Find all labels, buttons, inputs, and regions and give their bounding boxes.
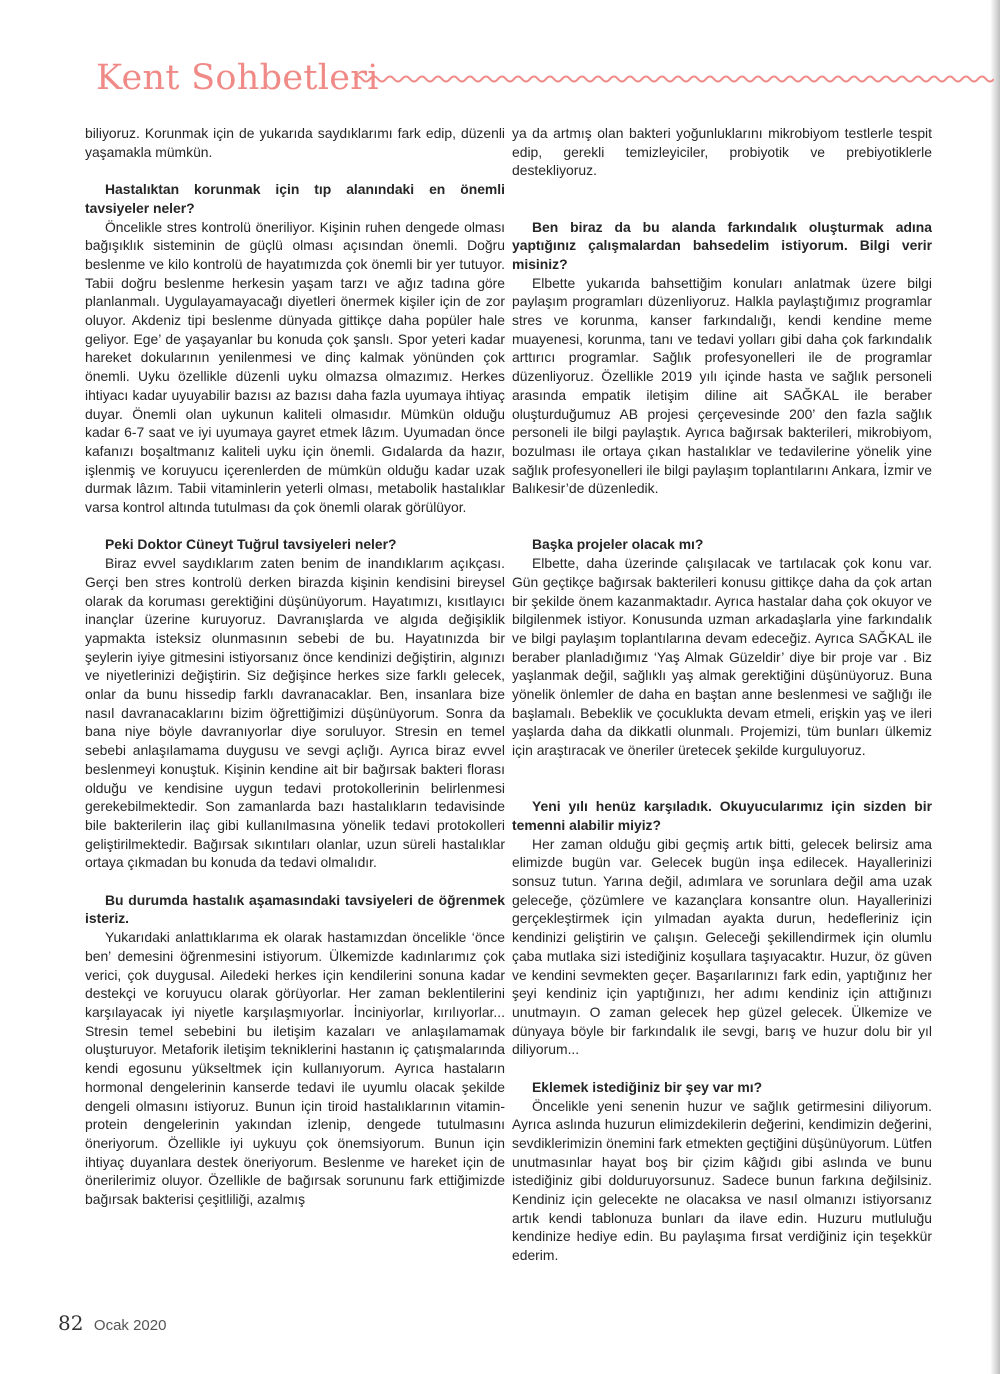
body-paragraph: Öncelikle stres kontrolü öneriliyor. Kişinin ruhen dengede olması bağışıklık sisteminin de güçlü olması açısından önemli. Doğru beslenme ve kilo kontrolü de hayatımızda çok önemli bir yer tutuyor. Tabii doğru beslenme herkesin yaşam tarzı ve ağız tadına göre planlanmalı. Uygulayamayacağı diyetleri önermek kişiler için de zor oluyor. Akdeniz tipi beslenme dünyada gittikçe daha popüler hale geliyor. Ege’ de yaşayanlar bu konuda çok şanslı. Spor yeteri kadar hareket dokularının yenilenmesi ve dinç kalmak yönünden çok önemli. Uyku özellikle düzenli uyku olmazsa olmazımız. Herkes ihtiyacı kadar uyuyabilir bazısı az bazısı daha fazla uyumaya ihtiyaç duyar. Önemli olan uykunun kaliteli olmasıdır. Mümkün olduğu kadar 6-7 saat ve iyi uyumaya gayret etmek lâzım. Uyumadan önce kafanızı boşaltmanız kaliteli uyku için önemli. Gıdalarda da hazır, işlenmiş ve koruyucu içerenlerden de mümkün olduğu kadar uzak durmak lâzım. Tabii vitaminlerin yeterli olması, metabolik hastalıklar varsa kontrol altında tutulması da çok önemli olarak görülüyor. <box>85 218 505 516</box>
article-column-left <box>85 124 505 1209</box>
body-paragraph: biliyoruz. Korunmak için de yukarıda saydıklarımı fark edip, düzenli yaşamakla mümkün. <box>85 125 505 160</box>
issue-date: Ocak 2020 <box>93 1317 167 1334</box>
section-title: Kent Sohbetleri <box>96 58 379 98</box>
page-footer <box>58 1311 166 1335</box>
body-paragraph: Yukarıdaki anlattıklarıma ek olarak hastamızdan öncelikle ‘önce ben’ demesini öğrenmesini istiyorum. Ülkemizde kadınlarımız çok verici, çok duygusal. Ailedeki herkes için kendilerini sonuna kadar destekçi ve koruyucu olarak görüyorlar. Her zaman beklentilerini karşılayacak iyi niyetle karşılaşmıyorlar. İnciniyorlar, kırılıyorlar... Stresin temel sebebini bu iletişim kazaları ve anlaşılamamak oluşturuyor. Metaforik iletişim tekniklerini hastanın iç çatışmalarında kendi egosunu yükseltmek için kullanıyorum. Ayrıca hastaların hormonal dengelerinin kanserde tedavi ile uyumlu olacak şekilde dengeli olmasını istiyoruz. Bunun için tiroid hastalıklarının vitamin- protein dengelerinin yakından izlenip, dengede tutulmasını öneriyorum. Özellikle iyi uykuyu çok önemsiyorum. Bunun için ihtiyaç duyanlara destek öneriyorum. Beslenme ve hareket için de önerilerimiz oluyor. Özellikle de bağırsak sorununu fark ettiğimizde bağırsak bakterisi çeşitliliği, azalmış <box>85 929 505 1208</box>
section-header <box>96 58 996 108</box>
paragraph-spacer <box>512 1059 932 1078</box>
paragraph-spacer <box>512 498 932 535</box>
article-column-right <box>512 124 932 1265</box>
paragraph-spacer <box>512 760 932 797</box>
body-paragraph: Her zaman olduğu gibi geçmiş artık bitti, gelecek belirsiz ama elimizde bugün var. Gelecek bugün inşa edilecek. Hayallerinizi sonsuz tutun. Yarına değil, adımlara ve sorunlara değil ama uzak geleceğe, çözümlere ve kazançlara konsantre olun. Hayallerinizi gerçekleştirmek için yılmadan ayakta durun, hedefleriniz için kendinizi geliştirin ve çalışın. Geleceği şekillendirmek için olumlu çaba mutlaka sizi istediğiniz koşullara taşıyacaktır. Huzur, öz güven ve kendini sevmekten geçer. Başarılarınızı fark edin, yaptığınız her şeyi kendiniz için yaptığınızı, her adımı kendiniz için attığınızı unutmayın. O zaman gelecek hep güzel gelecek. Ülkemize ve dünyaya böyle bir farkındalık ile sevgi, barış ve huzur dolu bir yıl diliyorum... <box>512 835 932 1058</box>
body-paragraph: Öncelikle yeni senenin huzur ve sağlık getirmesini diliyorum. Ayrıca aslında huzurun elimizdekilerin değerini, kendimizin değerini, sevdiklerimizin önemini fark etmekten geçtiğini düşünüyorum. Lütfen unutmasınlar hayat boş bir çizim kâğıdı gibi aslında ve bunu istediğiniz gibi dolduruyorsunuz. Sadece bunun farkına değilsiniz. Kendiniz için gelecekte ne olacaksa ve nasıl olmanızı istiyorsanız artık kendi tablonuza bunları da ilave edin. Huzuru mutluluğu kendinize hediye edin. Bu paylaşıma fırsat verdiğiniz için teşekkür ederim. <box>512 1097 933 1264</box>
paragraph-spacer <box>512 180 932 217</box>
interview-question: Eklemek istediğiniz bir şey var mı? <box>532 1078 763 1095</box>
interview-question: Peki Doktor Cüneyt Tuğrul tavsiyeleri neler? <box>105 536 397 553</box>
paragraph-spacer <box>85 517 505 536</box>
interview-question: Ben biraz da bu alanda farkındalık oluşturmak adına yaptığınız çalışmalardan bahsedelim istiyorum. Bilgi verir misiniz? <box>512 218 932 272</box>
body-paragraph: Biraz evvel saydıklarım zaten benim de inandıklarım açıkçası. Gerçi ben stres kontrolü derken birazda kişinin kendisini bireysel olarak da koruması gerektiğini düşünüyorum. Hayatımızı, kısıtlayıcı inançlar üzerine kuruyoruz. Davranışlarda ve algıda değişiklik yapmakta isteksiz olunmasının sebebi de bu. Hayatınızda bir şeylerin iyiye gitmesini istiyorsanız önce kendinizi değiştirin, algınızı ve niyetlerinizi değiştirin. Siz değişince herkes size farklı gelecek, onlar da bunu hissedip farklı davranacaklar. Ben, insanlara bize nasıl davranacaklarını bizim öğrettiğimizi düşünüyorum. Sonra da bana niye böyle davranıyorlar diye soruluyor. Stresin en temel sebebi anlaşılamama duygusu ve sevgi açlığı. Ayrıca biraz evvel beslenmeyi konuştuk. Kişinin kendine ait bir bağırsak bakteri florası olduğu ve kendisine uygun tedavi protokollerinin belirlenmesi gerekebilmektedir. Son zamanlarda bazı hastalıkların tedavisinde bile bakterilerin ilaç gibi kullanılmasına yönelik tedavi protokolleri geliştirilmektedir. Bağırsak sıkıntıları olanlar, uzun süreli hastalıklar ortaya çıkmadan bu konuda da tedavi olmalıdır. <box>85 555 505 871</box>
body-paragraph: Elbette, daha üzerinde çalışılacak ve tartılacak çok konu var. Gün geçtikçe bağırsak bakterileri konusu gittikçe daha da çok artan bir şekilde önem kazanmaktadır. Ayrıca hastalar daha çok okuyor ve bilgilenmek istiyor. Konusunda uzman arkadaşlarla yine farkındalık ve bilgi paylaşım toplantılarına devam edeceğiz. Ayrıca SAĞKAL ile beraber planladığımız ‘Yaş Almak Güzeldir’ diye bir proje var . Biz yaşlanmak değil, sağlıklı yaş almak gerektiğini düşünüyoruz. Buna yönelik önlemler de daha en baştan anne beslenmesi ve sağlığı ile başlamalı. Bebeklik ve çocuklukta devam etmeli, erişkin yaş ve ileri yaşlarda daha da dikkatli olunmalı. Projemizi, tüm bunları ülkemiz için araştıracak ve öneriler üretecek şekilde kurguluyoruz. <box>512 555 932 759</box>
interview-question: Bu durumda hastalık aşamasındaki tavsiyeleri de öğrenmek isteriz. <box>85 891 505 927</box>
paragraph-spacer <box>85 872 505 891</box>
interview-question: Başka projeler olacak mı? <box>532 536 704 553</box>
body-paragraph: ya da artmış olan bakteri yoğunluklarını mikrobiyom testlerle tespit edip, gerekli temizleyiciler, probiyotik ve prebiyotiklerle destekliyoruz. <box>512 125 932 179</box>
wavy-line-decoration <box>354 68 994 90</box>
page-number: 82 <box>58 1311 84 1335</box>
paragraph-spacer <box>85 161 505 180</box>
interview-question: Hastalıktan korunmak için tıp alanındaki en önemli tavsiyeler neler? <box>85 181 505 216</box>
page-edge-shadow <box>990 0 1000 1374</box>
body-paragraph: Elbette yukarıda bahsettiğim konuları anlatmak üzere bilgi paylaşım programları düzenliyoruz. Halkla paylaştığımız programlar stres ve korunma, kanser farkındalığı, kendi kendine meme muayenesi, korunma, tanı ve tedavi yolları gibi daha çok farkındalık arttırıcı programlar. Sağlık profesyonelleri ile de programlar düzenliyoruz. Özellikle 2019 yılı içinde hasta ve sağlık personeli arasında empatik iletişim diline ait SAĞKAL ile beraber oluşturduğumuz AB projesi çerçevesinde 200’ den fazla sağlık personeli ile bilgi paylaştık. Ayrıca bağırsak bakterileri, mikrobiyom, bozulması ile ortaya çıkan hastalıklar ve tedavilerine yönelik yine sağlık profesyonelleri ile bilgi paylaşım toplantılarını Ankara, İzmir ve Balıkesir’de düzenledik. <box>512 274 932 497</box>
interview-question: Yeni yılı henüz karşıladık. Okuyucularımız için sizden bir temenni alabilir miyiz? <box>512 798 932 833</box>
